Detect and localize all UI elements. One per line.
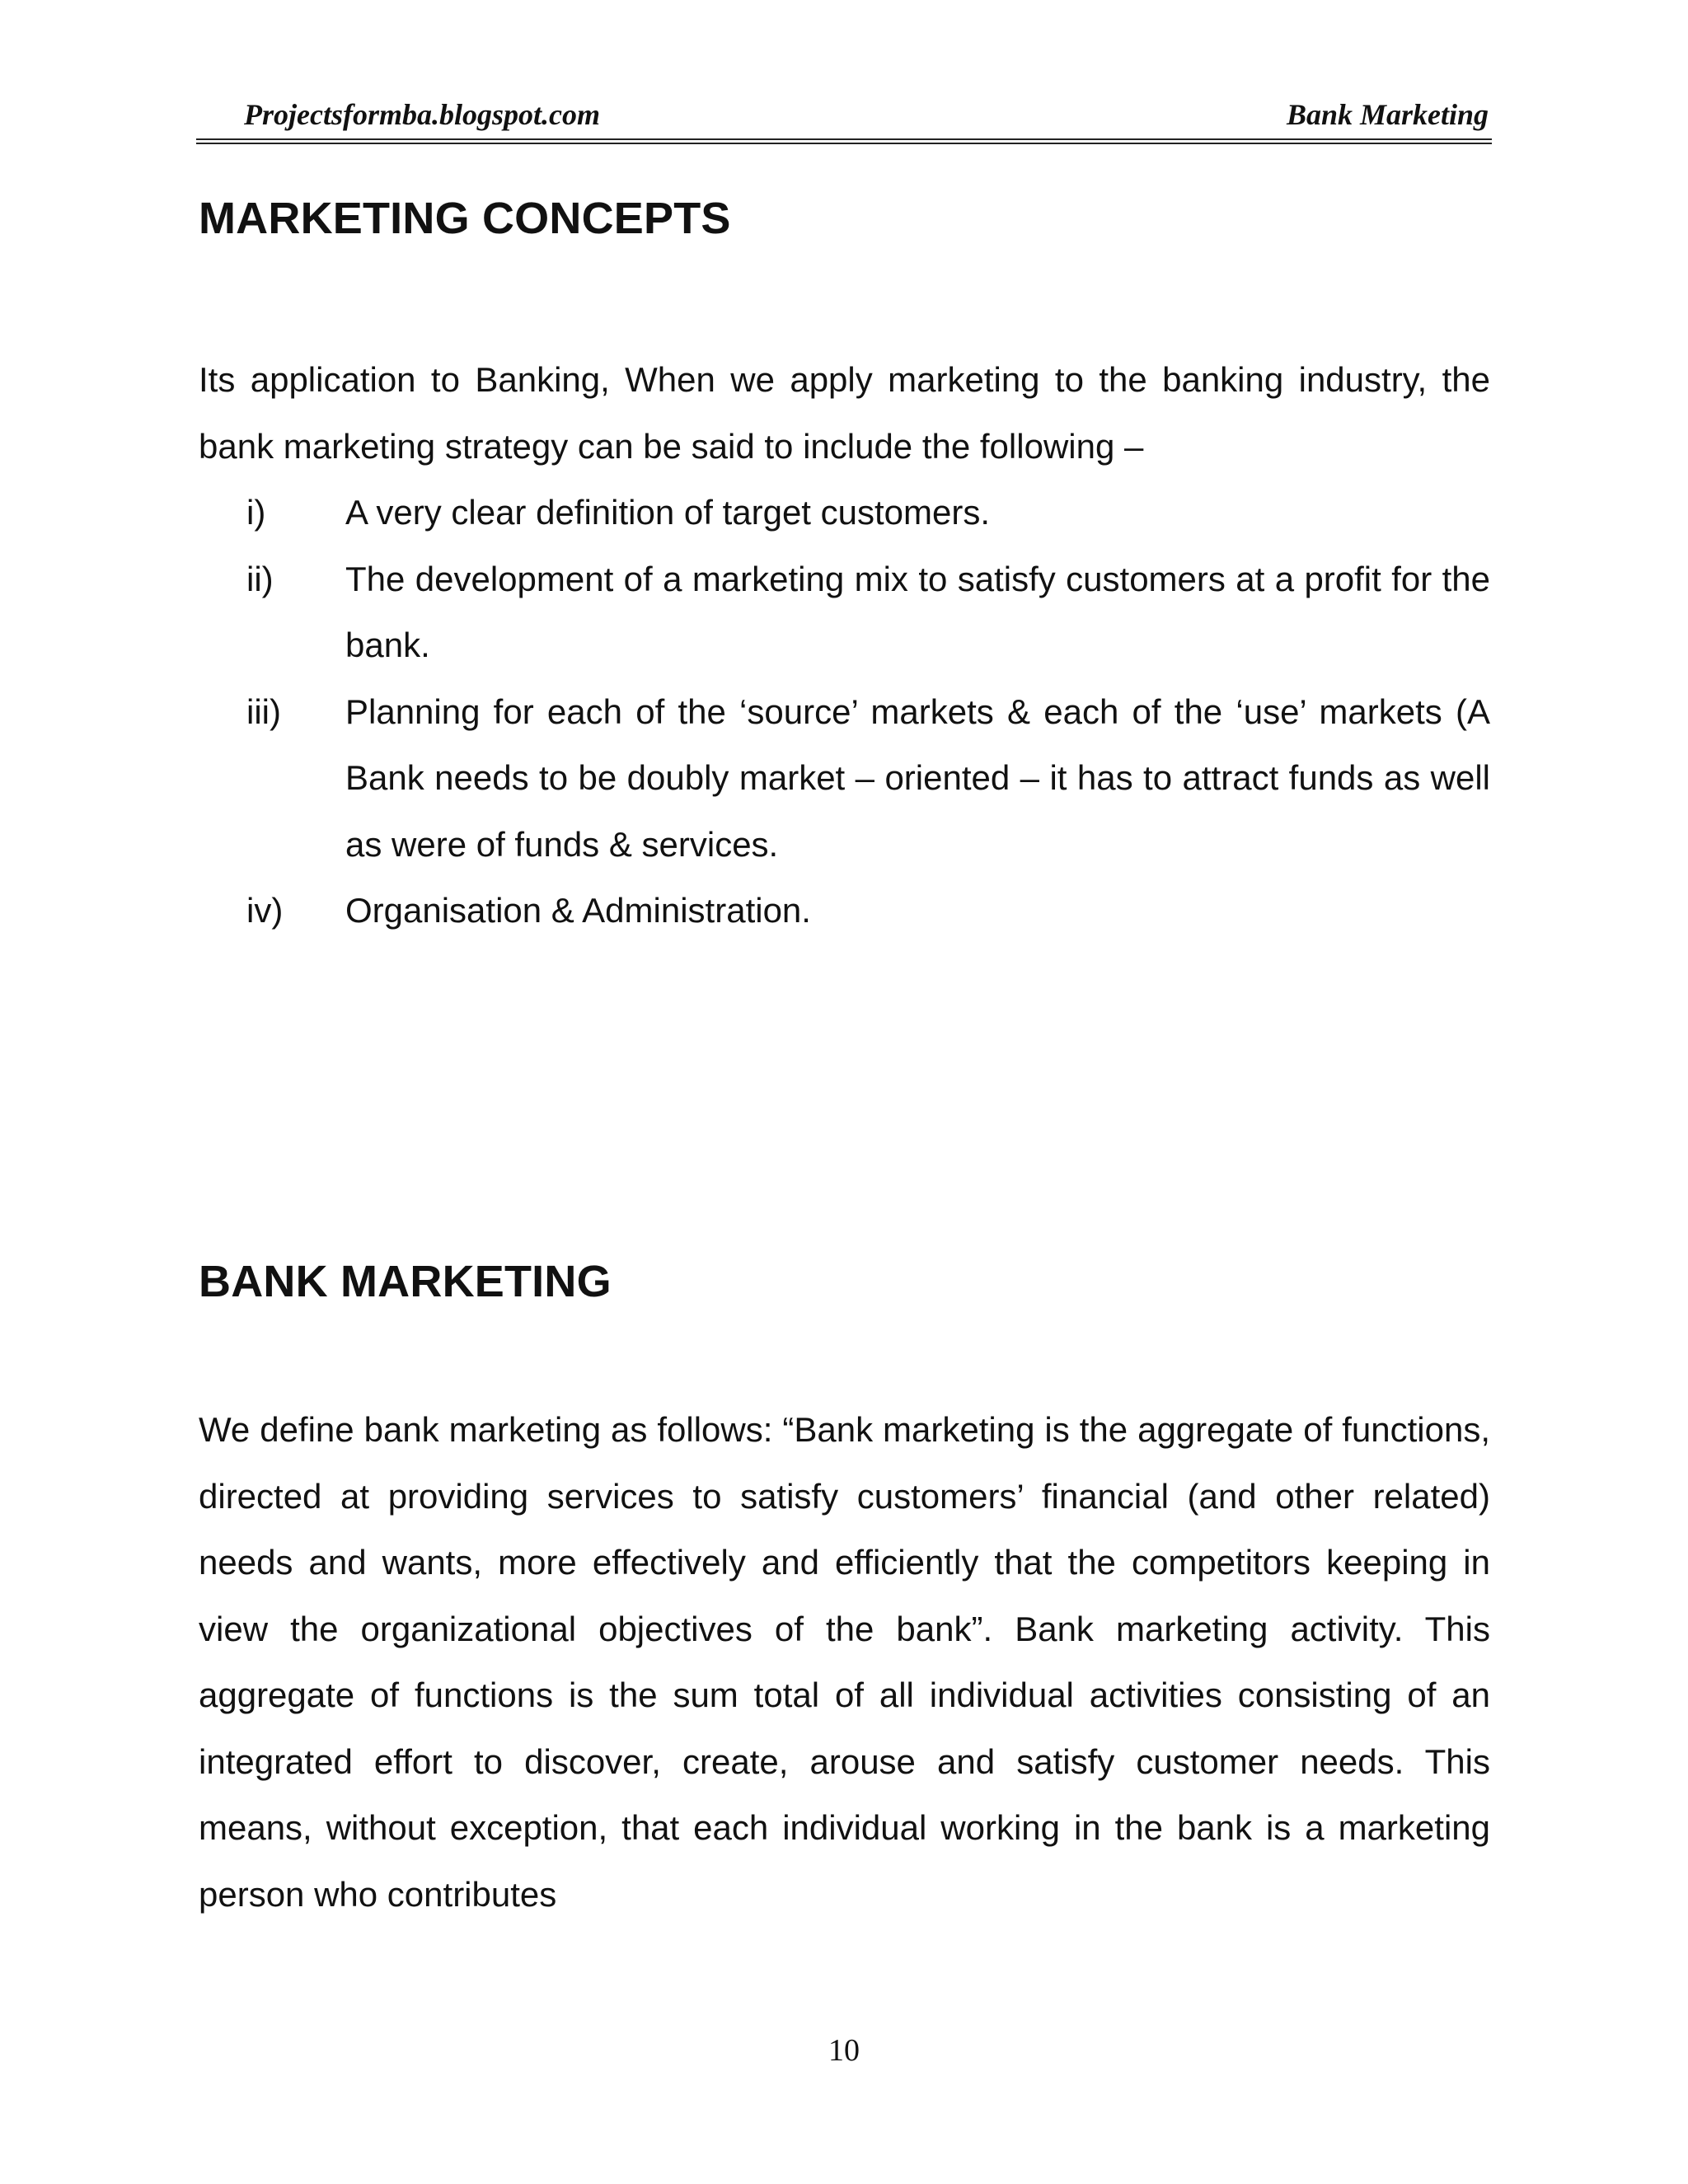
header-rule-double [196, 143, 1492, 144]
list-item-text: Planning for each of the ‘source’ markets & each of the ‘use’ markets (A Bank needs to be doubly market – oriented – it has to attract funds as well as were of funds & services. [345, 691, 1490, 864]
list-item-number: iv) [246, 891, 284, 930]
header-site-name: Projectsformba.blogspot.com [244, 98, 600, 131]
running-header [198, 97, 1490, 143]
section-heading-bank-marketing: BANK MARKETING [199, 1257, 612, 1306]
list-item [199, 679, 1490, 879]
list-item-text: The development of a marketing mix to satisfy customers at a profit for the bank. [345, 559, 1490, 664]
strategy-list [199, 480, 1490, 944]
list-item-text: A very clear definition of target customers. [345, 493, 991, 532]
header-document-title: Bank Marketing [1286, 98, 1489, 131]
list-item [199, 546, 1490, 679]
list-item-number: ii) [246, 559, 274, 598]
intro-paragraph: Its application to Banking, When we apply marketing to the banking industry, the bank marketing strategy can be said to include the following – [199, 360, 1490, 466]
page-number: 10 [828, 2033, 860, 2068]
list-item-number: iii) [246, 691, 281, 731]
bank-marketing-paragraph: We define bank marketing as follows: “Bank marketing is the aggregate of functions, directed at providing services to satisfy customers’ financial (and other related) needs and wants, more effectively and efficiently that the competitors keeping in view the organizational objectives of the bank”. Bank marketing activity. This aggregate of functions is the sum total of all individual activities consisting of an integrated effort to discover, create, arouse and satisfy customer needs. This means, without exception, that each individual working in the bank is a marketing person who contributes [199, 1410, 1490, 1914]
list-item-text: Organisation & Administration. [345, 891, 811, 930]
header-rule [196, 138, 1492, 140]
list-item-number: i) [246, 493, 266, 532]
section-heading-marketing-concepts: MARKETING CONCEPTS [199, 194, 731, 243]
list-item [199, 480, 1490, 546]
list-item [199, 878, 1490, 944]
